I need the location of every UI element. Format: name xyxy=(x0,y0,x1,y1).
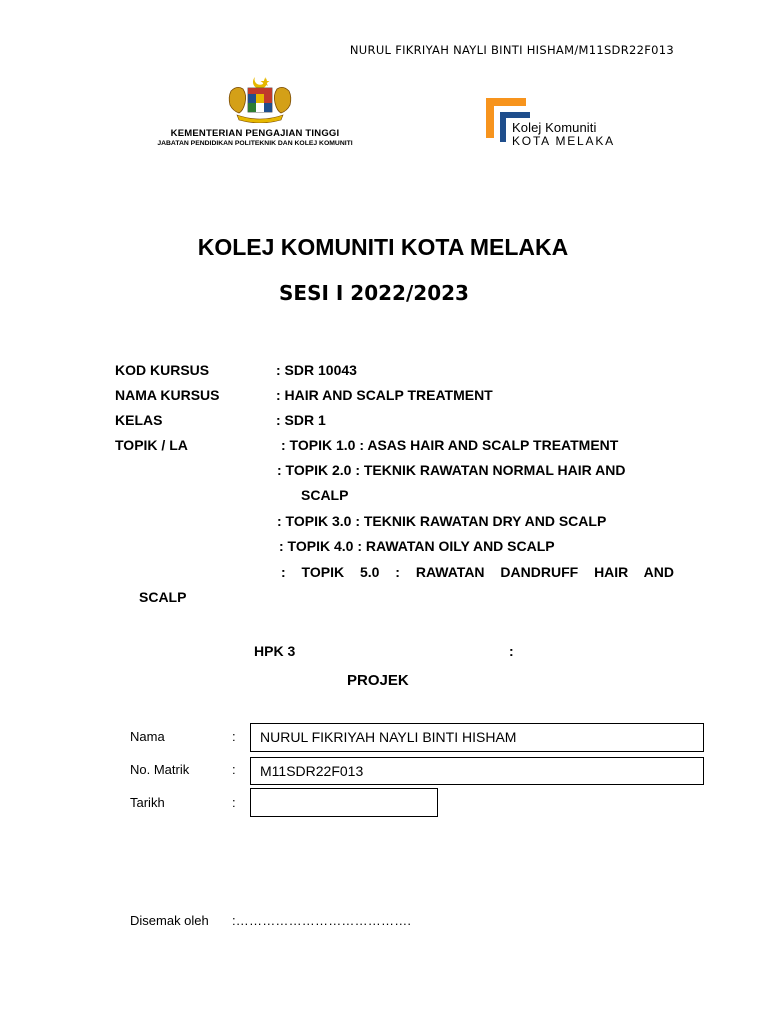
matric-colon: : xyxy=(232,762,236,777)
class-value: : SDR 1 xyxy=(276,412,326,428)
session-label: SESI I 2022/2023 xyxy=(279,281,469,305)
name-field[interactable]: NURUL FIKRIYAH NAYLI BINTI HISHAM xyxy=(250,723,704,752)
course-name-value: : HAIR AND SCALP TREATMENT xyxy=(276,387,493,403)
date-label: Tarikh xyxy=(130,795,165,810)
matric-field[interactable]: M11SDR22F013 xyxy=(250,757,704,785)
course-name-label: NAMA KURSUS xyxy=(115,387,220,403)
student-id-header: NURUL FIKRIYAH NAYLI BINTI HISHAM/M11SDR22F013 xyxy=(349,43,674,57)
checked-by-label: Disemak oleh xyxy=(130,913,209,928)
college-logo xyxy=(486,98,636,158)
course-code-value: : SDR 10043 xyxy=(276,362,357,378)
topic-item: : TOPIK 3.0 : TEKNIK RAWATAN DRY AND SCALP xyxy=(277,513,607,529)
hpk-colon: : xyxy=(509,643,514,659)
topic-item: : TOPIK 4.0 : RAWATAN OILY AND SCALP xyxy=(279,538,555,554)
matric-label: No. Matrik xyxy=(130,762,190,777)
topic-item: : TOPIK 1.0 : ASAS HAIR AND SCALP TREATMENT xyxy=(281,437,619,453)
ministry-subtitle: JABATAN PENDIDIKAN POLITEKNIK DAN KOLEJ KOMUNITI xyxy=(157,140,353,147)
topic-label: TOPIK / LA xyxy=(115,437,188,453)
assessment-type: PROJEK xyxy=(347,672,409,689)
class-label: KELAS xyxy=(115,412,163,428)
topic-item-continuation: SCALP xyxy=(301,487,349,503)
ministry-logo xyxy=(130,75,380,155)
date-colon: : xyxy=(232,795,236,810)
date-field[interactable] xyxy=(250,788,438,817)
college-logo-line1: Kolej Komuniti xyxy=(512,120,597,135)
malaysia-coat-of-arms-icon xyxy=(225,75,295,123)
checked-by-line[interactable]: :…………………………………. xyxy=(232,913,412,928)
name-label: Nama xyxy=(130,729,165,744)
document-title: KOLEJ KOMUNITI KOTA MELAKA xyxy=(197,234,569,260)
name-colon: : xyxy=(232,729,236,744)
course-code-label: KOD KURSUS xyxy=(115,362,210,378)
topic-item-continuation: SCALP xyxy=(139,589,187,605)
topic-item: : TOPIK 2.0 : TEKNIK RAWATAN NORMAL HAIR AND xyxy=(277,462,626,478)
ministry-name: KEMENTERIAN PENGAJIAN TINGGI xyxy=(170,128,340,139)
college-logo-line2: KOTA MELAKA xyxy=(512,134,615,148)
topic-item: : TOPIK 5.0 : RAWATAN DANDRUFF HAIR AND xyxy=(281,564,674,580)
hpk-label: HPK 3 xyxy=(254,643,296,659)
